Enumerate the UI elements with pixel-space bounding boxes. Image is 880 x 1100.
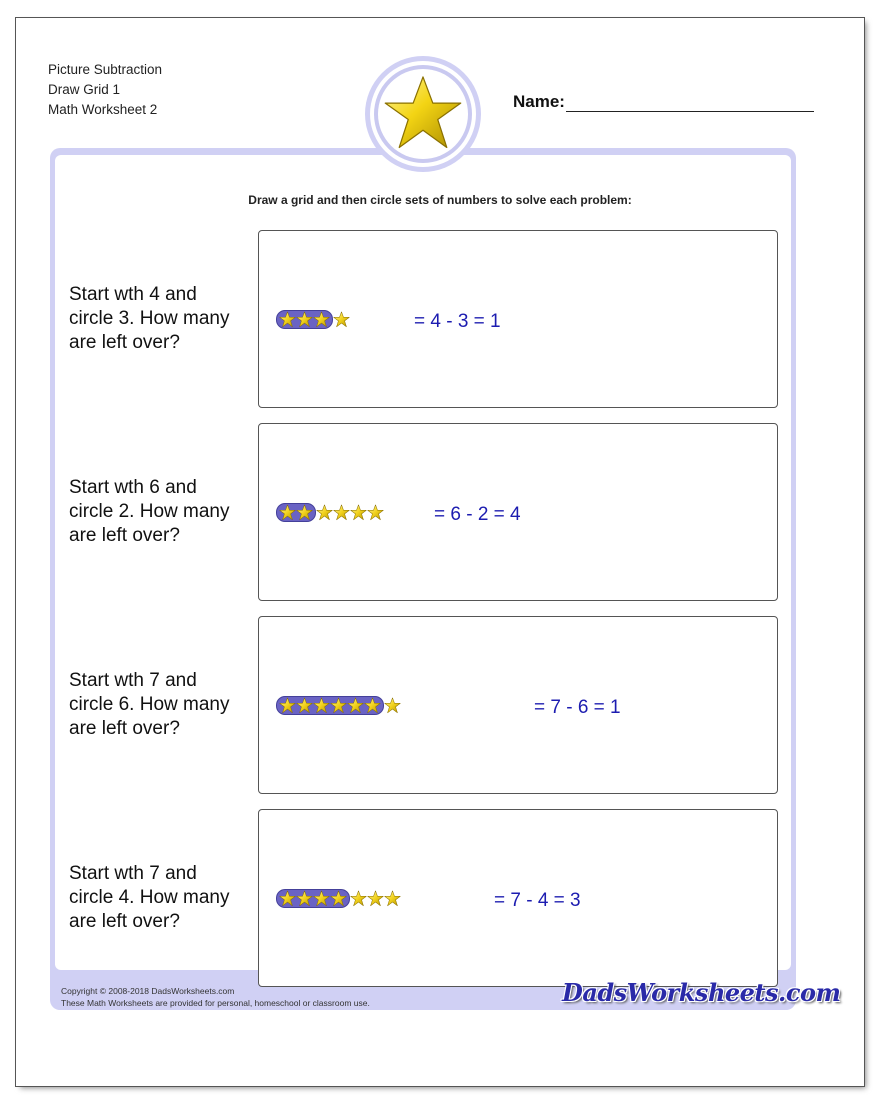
star-icon	[279, 311, 296, 328]
star-icon	[313, 890, 330, 907]
answer-equation: = 4 - 3 = 1	[414, 311, 501, 332]
star-icon	[364, 697, 381, 714]
problem-prompt-line: circle 2. How many	[69, 501, 230, 522]
star-icon	[367, 890, 384, 907]
usage-notice: These Math Worksheets are provided for personal, homeschool or classroom use.	[61, 998, 370, 1008]
problem-prompt-line: are left over?	[69, 332, 180, 353]
star-icon	[316, 504, 333, 521]
name-label: Name:	[513, 92, 565, 111]
problem-prompt-line: Start wth 7 and	[69, 670, 197, 691]
star-icon	[330, 890, 347, 907]
star-icon	[382, 72, 464, 154]
worksheet-number: Math Worksheet 2	[48, 102, 158, 117]
problem-prompt-line: are left over?	[69, 525, 180, 546]
answer-equation: = 7 - 6 = 1	[534, 697, 621, 718]
star-icon	[333, 504, 350, 521]
footer-text	[61, 985, 370, 1009]
worksheet-title: Picture Subtraction	[48, 62, 163, 77]
star-icon	[330, 697, 347, 714]
star-icon	[296, 504, 313, 521]
star-icon	[279, 890, 296, 907]
answer-box[interactable]	[258, 809, 778, 987]
circled-set	[276, 310, 333, 329]
problem-prompt-line: circle 6. How many	[69, 694, 230, 715]
name-underline	[566, 93, 814, 112]
star-group	[276, 309, 350, 329]
worksheet-title-block	[48, 60, 162, 120]
answer-equation: = 6 - 2 = 4	[434, 504, 521, 525]
problem-prompt-line: circle 4. How many	[69, 887, 230, 908]
problem-prompt-line: are left over?	[69, 718, 180, 739]
answer-equation: = 7 - 4 = 3	[494, 890, 581, 911]
star-icon	[384, 890, 401, 907]
worksheet-subtitle: Draw Grid 1	[48, 82, 121, 97]
circled-set	[276, 696, 384, 715]
circled-set	[276, 889, 350, 908]
problem-prompt	[69, 283, 259, 355]
problem-prompt-line: Start wth 7 and	[69, 863, 197, 884]
problem-prompt-line: Start wth 4 and	[69, 284, 197, 305]
star-icon	[296, 697, 313, 714]
instruction-text: Draw a grid and then circle sets of numbers to solve each problem:	[248, 193, 632, 207]
problem-prompt-line: are left over?	[69, 911, 180, 932]
star-group	[276, 502, 384, 522]
star-icon	[384, 697, 401, 714]
star-icon	[313, 311, 330, 328]
star-group	[276, 888, 401, 908]
problem-prompt-line: circle 3. How many	[69, 308, 230, 329]
problem-prompt	[69, 669, 259, 741]
name-field[interactable]	[513, 92, 814, 112]
answer-box[interactable]	[258, 230, 778, 408]
star-medal	[365, 56, 481, 172]
star-icon	[367, 504, 384, 521]
star-icon	[347, 697, 364, 714]
circled-set	[276, 503, 316, 522]
star-icon	[296, 311, 313, 328]
star-icon	[279, 504, 296, 521]
problem-prompt	[69, 862, 259, 934]
star-group	[276, 695, 401, 715]
copyright-text: Copyright © 2008-2018 DadsWorksheets.com	[61, 986, 235, 996]
answer-box[interactable]	[258, 423, 778, 601]
star-icon	[350, 890, 367, 907]
star-icon	[279, 697, 296, 714]
star-icon	[350, 504, 367, 521]
problem-prompt-line: Start wth 6 and	[69, 477, 197, 498]
star-icon	[296, 890, 313, 907]
site-logo[interactable]: DadsWorksheets.com	[562, 978, 841, 1007]
problem-prompt	[69, 476, 259, 548]
answer-box[interactable]	[258, 616, 778, 794]
star-icon	[333, 311, 350, 328]
star-icon	[313, 697, 330, 714]
